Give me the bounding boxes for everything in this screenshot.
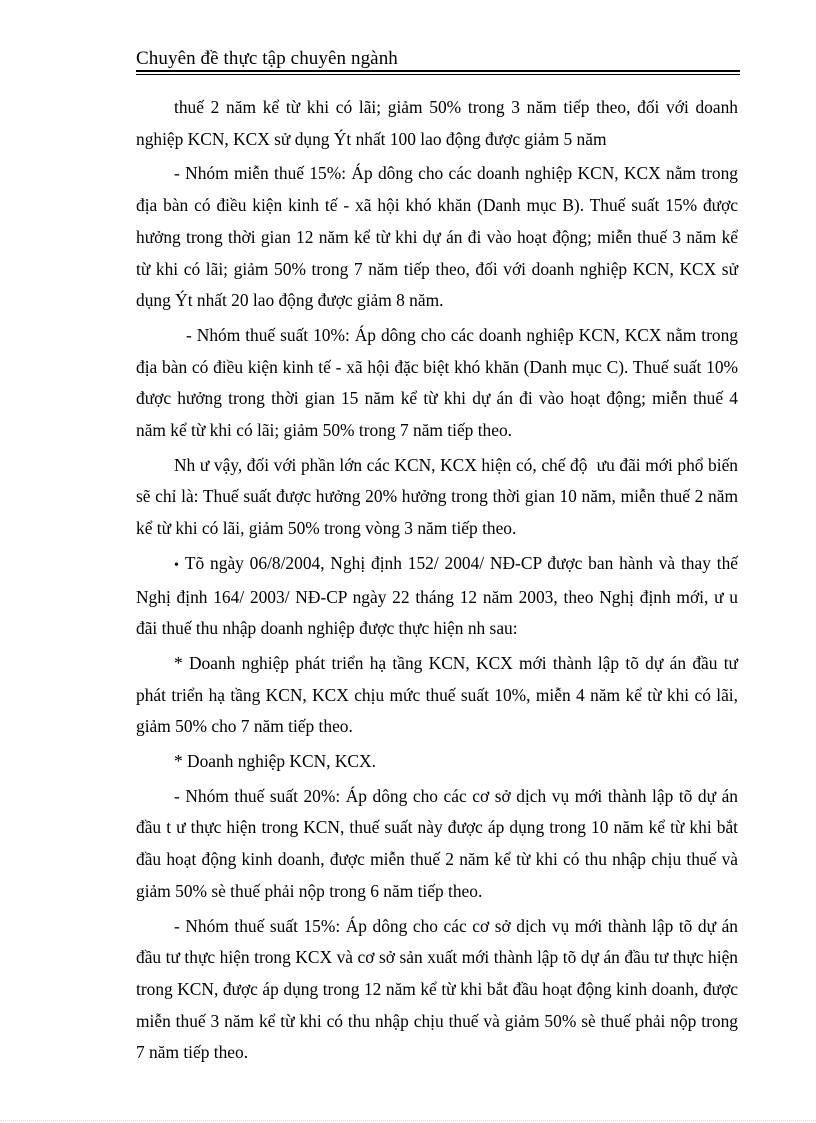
bullet-icon: • <box>174 557 179 573</box>
paragraph-3: - Nhóm thuế suất 10%: Áp dông cho các doanh nghiệp KCN, KCX nằm trong địa bàn có điều kiện kinh tế - xã hội đặc biệt khó khăn (Danh mục C). Thuế suất 10% được hưởng trong thời gian 15 năm kể từ khi dự án đi vào hoạt động; miễn thuế 4 năm kể từ khi có lãi; giảm 50% trong 7 năm tiếp theo. <box>136 324 738 441</box>
paragraph-5-text: Tõ ngày 06/8/2004, Nghị định 152/ 2004/ NĐ-CP được ban hành và thay thế Nghị định 164/ 2003/ NĐ-CP ngày 22 tháng 12 năm 2003, theo Nghị định mới, ư u đãi thuế thu nhập doanh nghiệp được thực hiện nh sau: <box>136 552 738 639</box>
paragraph-5 <box>136 548 738 645</box>
header-title: Chuyên đề thực tập chuyên ngành <box>136 48 398 69</box>
paragraph-8: - Nhóm thuế suất 20%: Áp dông cho các cơ sở dịch vụ mới thành lập tõ dự án đầu t ư thực hiện trong KCN, thuế suất này được áp dụng trong 10 năm kể từ khi bắt đầu hoạt động kinh doanh, được miễn thuế 2 năm kể từ khi có thu nhập chịu thuế và giảm 50% sè thuế phải nộp trong 6 năm tiếp theo. <box>136 785 738 901</box>
paragraph-9: - Nhóm thuế suất 15%: Áp dông cho các cơ sở dịch vụ mới thành lập tõ dự án đầu tư thực hiện trong KCX và cơ sở sản xuất mới thành lập tõ dự án đầu tư thực hiện trong KCN, được áp dụng trong 12 năm kể từ khi bắt đầu hoạt động kinh doanh, được miễn thuế 3 năm kể từ khi có thu nhập chịu thuế và giảm 50% sè thuế phải nộp trong 7 năm tiếp theo. <box>136 915 738 1063</box>
header-rule-thin <box>136 74 740 75</box>
page-header <box>136 48 740 75</box>
paragraph-6: * Doanh nghiệp phát triển hạ tầng KCN, KCX mới thành lập tõ dự án đầu tư phát triển hạ tầng KCN, KCX chịu mức thuế suất 10%, miễn 4 năm kể từ khi có lãi, giảm 50% cho 7 năm tiếp theo. <box>136 652 738 737</box>
page-footer-line <box>0 1120 816 1121</box>
paragraph-4: Nh ư vậy, đối với phần lớn các KCN, KCX hiện có, chế độ ưu đãi mới phổ biến sẽ chỉ là: Thuế suất được hưởng 20% hưởng trong thời gian 10 năm, miễn thuế 2 năm kể từ khi có lãi, giảm 50% trong vòng 3 năm tiếp theo. <box>136 454 738 539</box>
header-rule-thick <box>136 70 740 72</box>
paragraph-7: * Doanh nghiệp KCN, KCX. <box>174 751 376 772</box>
document-body <box>136 92 738 1072</box>
paragraph-1: thuế 2 năm kể từ khi có lãi; giảm 50% trong 3 năm tiếp theo, đối với doanh nghiệp KCN, KCX sử dụng Ýt nhất 100 lao động được giảm 5 năm <box>136 97 738 149</box>
paragraph-2: - Nhóm miễn thuế 15%: Áp dông cho các doanh nghiệp KCN, KCX nằm trong địa bàn có điều kiện kinh tế - xã hội khó khăn (Danh mục B). Thuế suất 15% được hưởng trong thời gian 12 năm kể từ khi dự án đi vào hoạt động; miễn thuế 3 năm kể từ khi có lãi; giảm 50% trong 7 năm tiếp theo, đối với doanh nghiệp KCN, KCX sử dụng Ýt nhất 20 lao động được giảm 8 năm. <box>136 163 738 311</box>
